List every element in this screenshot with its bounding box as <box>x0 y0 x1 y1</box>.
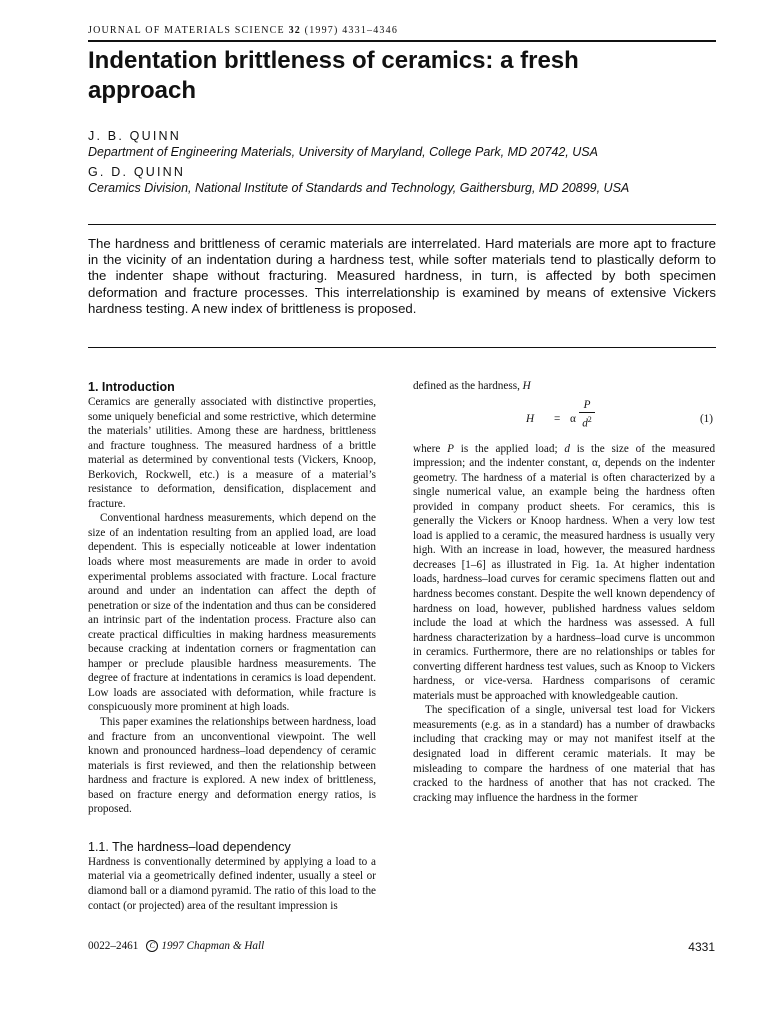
right-paragraph-2: The specification of a single, universal test load for Vickers measurements (e.g. as in a standard) has a number of drawbacks including that cracking may or may not manifest itself at the designated load in different ceramic materials. It may be misleading to compare the hardness of one material that has cracked to the hardness of another that has not cracked. The cracking may influence the hardness in the former <box>413 704 715 804</box>
abstract-bottom-rule <box>88 347 716 348</box>
journal-volume: 32 <box>288 25 301 36</box>
equation-fraction <box>579 398 595 431</box>
intro-paragraph-2: Conventional hardness measurements, which depend on the size of an indentation resulting from an applied load, are load dependent. This is especially noticeable at lower indentation loads where most measurements are made in order to avoid experimental problems associated with fracture. Local fracture around and under an indentation can affect the depth of penetration or size of the indentation and thus can be considered an intrinsic part of the indentation process. Fracture also can create practical difficulties in making hardness measurements because cracking at indentation corners or fragmentation can hamper or preclude plausible hardness measurements. The degree of fracture at indentations in ceramics is load dependent. Low loads are associated with deformation, while fracture is conspicuously more prominent at high loads. <box>88 512 376 714</box>
equation-alpha: α <box>570 412 576 425</box>
right-column <box>413 379 715 805</box>
author-affiliation-2: Ceramics Division, National Institute of Standards and Technology, Gaithersburg, MD 20899, USA <box>88 181 630 195</box>
subsection-paragraph-1-continued: defined as the hardness, H <box>413 380 531 392</box>
author-affiliation-1: Department of Engineering Materials, University of Maryland, College Park, MD 20742, USA <box>88 145 598 159</box>
right-paragraph-1: where P is the applied load; d is the size of the measured impression; and the indenter constant, α, depends on the indenter geometry. The hardness of a material is often characterized by a single numerical value, an example being the hardness often provided in company product sheets. For ceramics, this is generally the Vickers or Knoop hardness. When a very low test load is applied to a ceramic, the measured hardness is usually very high. With an increase in load, however, the measured hardness decreases [1–6] as illustrated in Fig. 1a. At higher indentation loads, hardness–load curves for ceramic specimens flatten out and hardness becomes constant. Despite the well known dependency of hardness on load, however, published hardness values seldom include the load at which the hardness was assessed. A full hardness characterization by a hardness–load curve is uncommon in ceramics. Furthermore, there are no relationships or tables for converting different hardness test values, such as Knoop to Vickers hardness, or vice-versa. Hardness comparisons of ceramic materials must be approached with knowledgeable caution. <box>413 442 716 702</box>
copyright-text: 1997 Chapman & Hall <box>161 940 265 952</box>
intro-paragraph-1: Ceramics are generally associated with distinctive properties, some uniquely beneficial and some restrictive, which determine the materials’ utilities. Among these are hardness, brittleness and fracture toughness. The measured hardness of a brittle material as determined by conventional tests (Vickers, Knoop, Berkovich, Rockwell, etc.) is a measure of a material’s resistance to deformation, densification, displacement and fracture. <box>88 396 376 510</box>
abstract-top-rule <box>88 224 716 225</box>
footer-left <box>88 940 264 952</box>
equation-lhs: H <box>526 412 535 425</box>
section-heading-introduction: 1. Introduction <box>88 380 175 394</box>
author-block <box>88 128 728 196</box>
intro-paragraph-3: This paper examines the relationships between hardness, load and fracture from an unconventional viewpoint. The well known and pronounced hardness–load dependency of ceramic materials is first reviewed, and then the relationship between hardness and fracture is explored. A new index of brittleness, based on fracture energy and deformation energy ratios, is proposed. <box>88 716 376 816</box>
equation-numerator: P <box>579 398 595 413</box>
equation-equals: = <box>554 412 561 425</box>
equation-number: (1) <box>699 412 713 425</box>
subsection-heading-hardness-load: 1.1. The hardness–load dependency <box>88 839 291 854</box>
flow-placeholder <box>413 379 715 394</box>
equation-1 <box>413 394 715 442</box>
journal-year-pages: (1997) 4331–4346 <box>304 25 399 36</box>
issn: 0022–2461 <box>88 940 139 952</box>
paper-title: Indentation brittleness of ceramics: a fresh approach <box>88 47 579 104</box>
journal-name: JOURNAL OF MATERIALS SCIENCE <box>88 25 285 36</box>
left-column <box>88 379 376 913</box>
equation-denominator: $d^2$ <box>582 414 592 430</box>
subsection-paragraph-1: Hardness is conventionally determined by applying a load to a material via a geometrically defined indenter, usually a steel or diamond ball or a diamond pyramid. The ratio of this load to the contact (or projected) area of the resultant impression is <box>88 855 376 912</box>
copyright-symbol: C <box>146 940 158 952</box>
running-header <box>88 25 398 36</box>
header-rule <box>88 40 716 42</box>
author-name-1: J. B. QUINN <box>88 129 181 143</box>
abstract: The hardness and brittleness of ceramic materials are interrelated. Hard materials are more apt to fracture in the vicinity of an indentation during a hardness test, while softer materials tend to plastically deform to the indenter shape without fracturing. Measured hardness, in turn, is affected by both specimen deformation and fracture processes. This interrelationship is examined by means of extensive Vickers hardness testing. A new index of brittleness is proposed. <box>88 236 716 316</box>
author-name-2: G. D. QUINN <box>88 165 186 179</box>
page-number: 4331 <box>688 940 715 954</box>
